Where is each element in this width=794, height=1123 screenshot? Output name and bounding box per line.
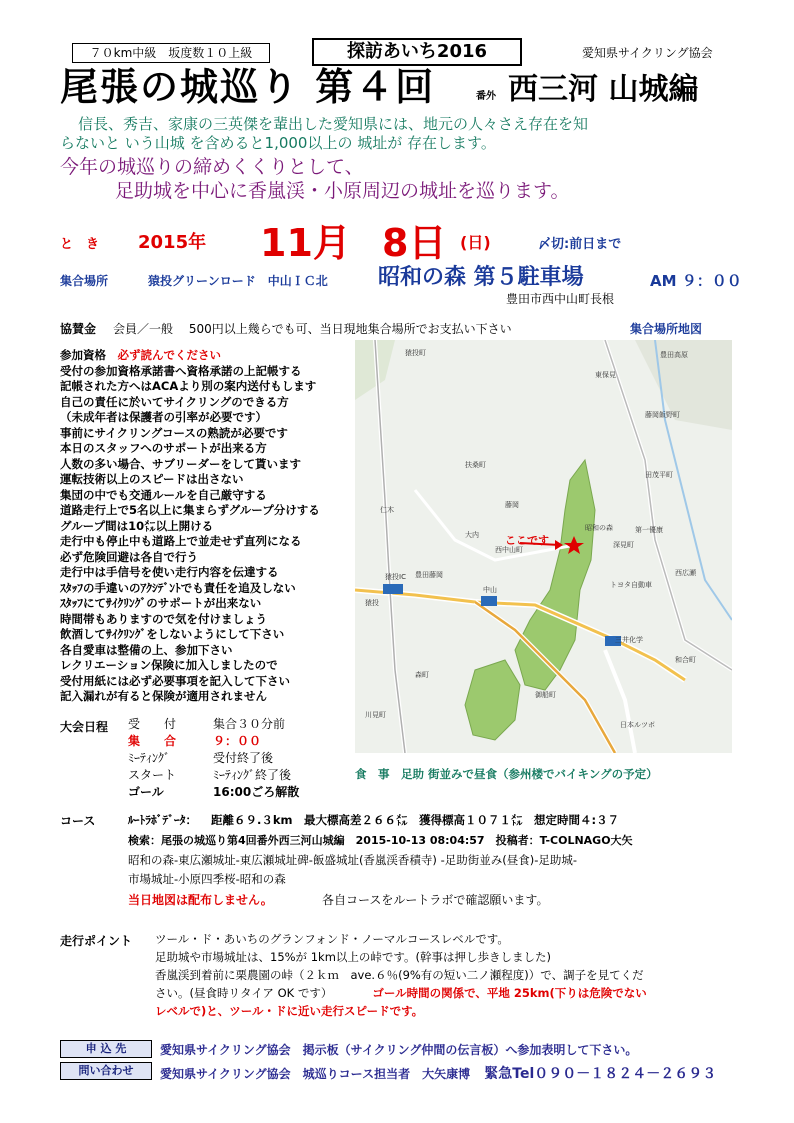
rule-item: 集団の中でも交通ルールを自己厳守する [60, 487, 267, 502]
intro-line-2: らないと いう山城 を含めると1,000以上の 城址が 存在します。 [60, 134, 496, 152]
date-month: 11月 [260, 221, 351, 265]
map-place-label: 昭和の森 [585, 524, 613, 532]
date-year: 2015年 [138, 232, 207, 253]
fee-text: 会員／一般 500円以上幾らでも可、当日現地集合場所でお支払い下さい [113, 322, 512, 336]
rule-item: 運転技術以上のスピードは出さない [60, 472, 244, 486]
map-place-label: 三井化学 [615, 636, 643, 644]
rule-item: ｽﾀｯﾌの手違いのｱｸｼﾃﾞﾝﾄでも責任を追及しない [60, 580, 296, 595]
meeting-label: 集合場所 [60, 274, 109, 288]
meeting-address: 豊田市西中山町長根 [506, 292, 615, 306]
rule-item: 記帳された方へはACAより別の案内送付もします [60, 379, 317, 393]
intro-line-4: 足助城を中心に香嵐渓・小原周辺の城址を巡ります。 [115, 180, 570, 202]
rules-title: 参加資格 [60, 348, 106, 362]
schedule-item-value: 集合３０分前 [213, 717, 286, 731]
schedule-item-name: 受 付 [128, 717, 177, 731]
schedule-item-name: 集 合 [128, 734, 177, 748]
map-place-label: 田茂平町 [645, 471, 673, 479]
map-place-label: 深見町 [613, 541, 634, 549]
rule-item: 各自愛車は整備の上、参加下さい [60, 642, 233, 657]
rule-item: 必ず危険回避は各自で行う [60, 549, 198, 564]
schedule-item-name: ゴール [128, 785, 164, 799]
map-here-label: ここです [505, 534, 549, 547]
intro-line-1: 信長、秀吉、家康の三英傑を輩出した愛知県には、地元の人々さえ存在を知 [78, 115, 589, 133]
rule-item: レクリエーション保険に加入しましたので [60, 658, 278, 672]
meeting-place-map [355, 340, 732, 753]
schedule-item-value: ９：００ [213, 734, 262, 748]
intro-line-3: 今年の城巡りの締めくくりとして、 [60, 156, 364, 178]
schedule-table [128, 716, 299, 801]
map-place-label: 大内 [465, 531, 479, 539]
rule-item: 受付の参加資格承諾書へ資格承諾の上記帳する [60, 363, 302, 378]
main-title: 尾張の城巡り 第４回 [60, 65, 436, 109]
lunch-note: 食 事 足助 街並みで昼食（参州楼でバイキングの予定） [355, 767, 658, 781]
schedule-item-name: ﾐｰﾃｨﾝｸﾞ [128, 751, 171, 765]
map-place-label: 東保見 [595, 371, 616, 379]
points-line: ツール・ド・あいちのグランフォンド・ノーマルコースレベルです。 [155, 932, 509, 946]
rule-item: グループ間は10㍍以上開ける [60, 518, 214, 533]
date-label: と き [60, 237, 100, 252]
contact-tel: 緊急Tel０９０－１８２４－２６９３ [484, 1066, 717, 1082]
points-line: 足助城や市場城址は、15%が 1km以上の峠です。(幹事は押し歩きしました) [155, 950, 551, 964]
map-place-label: 中山 [483, 586, 497, 594]
rule-item: 受付用紙には必ず必要事項を記入して下さい [60, 673, 290, 688]
course-data: 距離６９.３km 最大標高差２６６㍍ 獲得標高１０７１㍍ 想定時間４:３７ [211, 813, 620, 827]
meeting-time: AM ９：００ [650, 272, 742, 290]
map-title: 集合場所地図 [630, 322, 703, 336]
deadline: 〆切:前日まで [538, 237, 622, 252]
map-place-label: 西広瀬 [675, 569, 696, 577]
points-text [155, 930, 745, 1020]
warning-line: ゴール時間の関係で、平地 25km(下りは危険でない [372, 986, 647, 1000]
schedule-label: 大会日程 [60, 720, 109, 734]
map-place-label: 猿投町 [405, 349, 426, 357]
apply-label: 申 込 先 [60, 1040, 152, 1058]
route-confirm-note: 各自コースをルートラボで確認願います。 [322, 893, 549, 907]
map-place-label: 豊田高原 [660, 351, 688, 359]
rule-item: 走行中も停止中も道路上で並走せず直列になる [60, 534, 302, 548]
schedule-item-name: スタート [128, 768, 177, 782]
subtitle: 西三河 山城編 [508, 72, 699, 107]
rule-item: 人数の多い場合、サブリーダーをして貰います [60, 456, 302, 471]
map-place-label: 仁木 [380, 506, 394, 514]
map-place-label: 猿投 [365, 599, 379, 607]
map-place-label: 川見町 [365, 711, 386, 719]
map-place-label: 日本ルツボ [620, 721, 655, 729]
map-place-label: 御船町 [535, 691, 556, 699]
warning-line: レベルで)と、ツール・ドに近い走行スピードです。 [155, 1004, 424, 1018]
contact-label: 問い合わせ [60, 1062, 152, 1080]
course-route-line-1: 昭和の森-東広瀬城址-東広瀬城址碑-飯盛城址(香嵐渓香積寺) -足助街並み(昼食)-足助城- [128, 853, 577, 867]
rule-item: 事前にサイクリングコースの熟読が必要です [60, 425, 288, 440]
map-place-label: 森町 [415, 671, 429, 679]
points-line: 香嵐渓到着前に栗農園の峠（２ｋｍ ave.６％(9%有の短い二ノ瀬程度)）で、調子を見てくだ [155, 968, 644, 982]
rule-item: 時間帯もありますので気を付けましょう [60, 611, 267, 626]
must-read-note: 必ず読んでください [117, 348, 221, 362]
meeting-road: 猿投グリーンロード 中山ＩＣ北 [148, 274, 328, 288]
map-place-label: トヨタ自動車 [610, 581, 652, 589]
rule-item: （未成年者は保護者の引率が必要です） [60, 410, 267, 424]
map-place-label: 第一優康 [635, 526, 663, 534]
no-map-note: 当日地図は配布しません。 [128, 893, 273, 907]
map-place-label: 西中山町 [495, 546, 523, 554]
schedule-item-value: 16:00ごろ解散 [213, 785, 300, 799]
course-data-label: ﾙｰﾄﾗﾎﾞﾃﾞｰﾀ： [128, 813, 197, 827]
fee-label: 協賛金 [60, 322, 97, 336]
rule-item: 記入漏れが有ると保険が適用されません [60, 689, 267, 703]
schedule-item-value: ﾐｰﾃｨﾝｸﾞ終了後 [213, 768, 292, 782]
rule-item: 本日のスタッフへのサポートが出来る方 [60, 441, 267, 455]
course-route-line-2: 市場城址-小原四季桜-昭和の森 [128, 872, 286, 886]
schedule-item-value: 受付終了後 [213, 751, 274, 765]
date-day: 8日 [382, 221, 447, 265]
course-label: コース [60, 814, 96, 828]
organizer-name: 愛知県サイクリング協会 [582, 46, 713, 60]
points-label: 走行ポイント [60, 934, 133, 948]
rule-item: 道路走行上で5名以上に集まらずグループ分けする [60, 503, 320, 517]
date-weekday: (日) [460, 233, 491, 252]
map-place-label: 和合町 [675, 656, 696, 664]
map-place-label: 猿投IC [385, 573, 406, 581]
map-place-label: 豊田藤岡 [415, 571, 443, 579]
points-line: さい。(昼食時リタイア OK です） [155, 986, 333, 1000]
map-place-label: 藤岡飯野町 [645, 411, 680, 419]
rule-item: 走行中は手信号を使い走行内容を伝達する [60, 565, 279, 579]
contact-org: 愛知県サイクリング協会 城巡りコース担当者 大矢康博 [160, 1067, 471, 1081]
participation-rules [60, 348, 320, 705]
rule-item: 飲酒してｻｲｸﾘﾝｸﾞをしないようにして下さい [60, 627, 285, 641]
map-place-label: 藤岡 [505, 501, 519, 509]
course-search: 検索：尾張の城巡り第4回番外西三河山城編 2015-10-13 08:04:57 投稿者：T-COLNAGO大矢 [128, 834, 633, 847]
level-box: ７０km中級 坂度数１０上級 [72, 43, 270, 63]
bangai-label: 番外 [476, 91, 496, 102]
apply-text: 愛知県サイクリング協会 掲示板（サイクリング仲間の伝言板）へ参加表明して下さい。 [160, 1043, 638, 1057]
map-place-label: 扶桑町 [465, 461, 486, 469]
meeting-place: 昭和の森 第５駐車場 [378, 265, 584, 290]
rule-item: 自己の責任に於いてサイクリングのできる方 [60, 394, 289, 409]
event-title-box: 探訪あいち2016 [312, 38, 522, 66]
rule-item: ｽﾀｯﾌにてｻｲｸﾘﾝｸﾞのサポートが出来ない [60, 596, 262, 610]
